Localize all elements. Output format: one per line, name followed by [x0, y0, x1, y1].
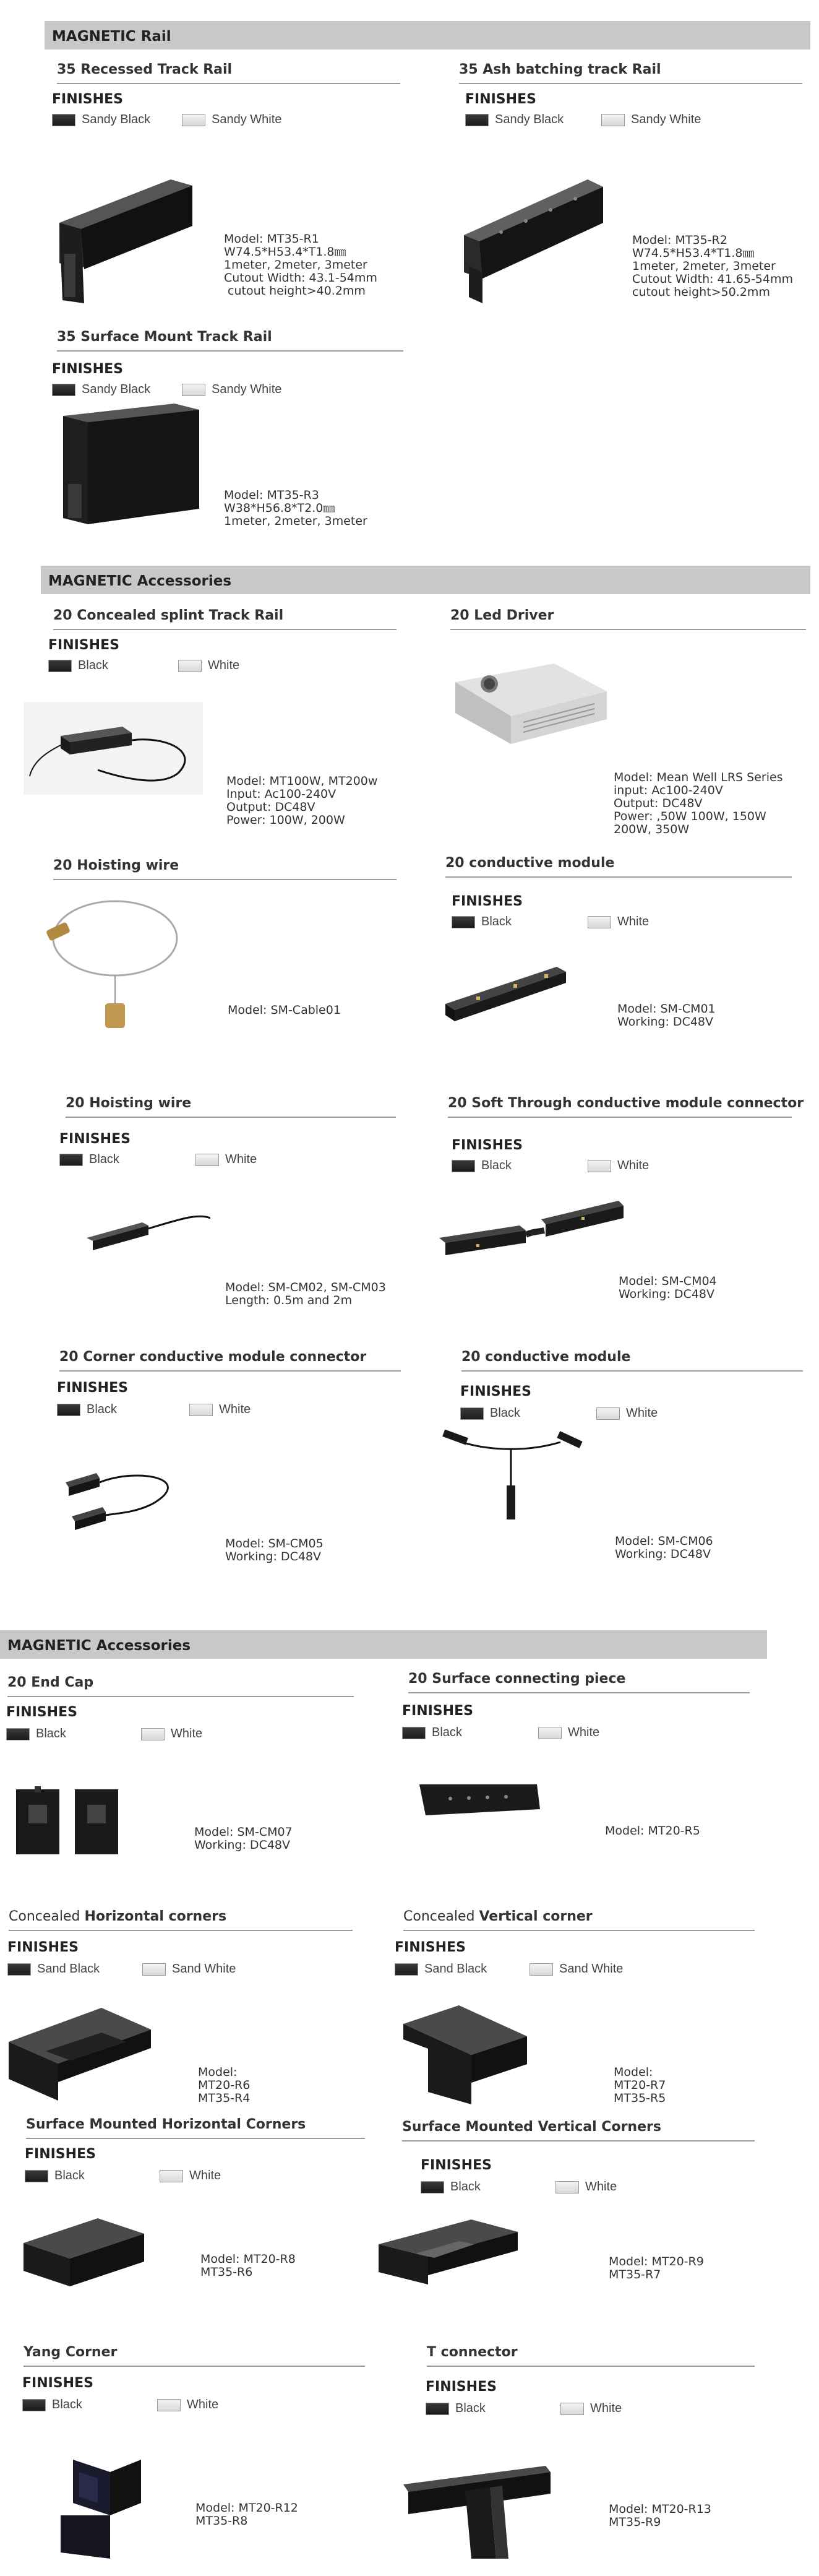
product-specs: Model: SM-CM01 Working: DC48V: [617, 1002, 716, 1029]
title-divider: [427, 2366, 755, 2367]
product-title: 35 Ash batching track Rail: [459, 62, 661, 77]
finish-label: White: [585, 2180, 617, 2193]
finish-label: Black: [481, 915, 512, 928]
title-divider: [53, 879, 397, 880]
product-specs: Model: MT20-R6 MT35-R4: [198, 2065, 251, 2105]
title-divider: [402, 2140, 755, 2142]
finish-option-light: [178, 659, 239, 673]
finish-option-light: [141, 1727, 202, 1741]
product-end-cap: [7, 1675, 360, 1879]
finish-option-light: [142, 1962, 236, 1976]
swatch-light: [182, 384, 205, 396]
section-header-magnetic-accessories-2: [0, 1630, 767, 1659]
swatch-dark: [421, 2181, 444, 2193]
product-specs: Model: MT20-R12 MT35-R8: [195, 2501, 298, 2528]
product-ash-batching-track-rail: [459, 62, 805, 322]
product-title: [9, 1909, 226, 1924]
product-specs: Model: MT20-R8 MT35-R6: [200, 2252, 296, 2279]
swatch-dark: [460, 1407, 484, 1420]
finish-option-light: [596, 1406, 658, 1420]
finish-label: Black: [432, 1726, 462, 1739]
finish-option-light: [182, 113, 281, 127]
hoisting-wire-image: [41, 889, 183, 1031]
product-surface-mount-track-rail: [52, 329, 403, 540]
product-hoisting-wire-module: [59, 1096, 400, 1307]
title-main: Vertical corner: [479, 1909, 593, 1924]
title-divider: [24, 2366, 365, 2367]
swatch-light: [588, 1160, 611, 1172]
end-cap-image: [16, 1786, 121, 1857]
finish-label: Black: [78, 659, 108, 672]
swatch-light: [160, 2170, 183, 2182]
swatch-light: [182, 114, 205, 126]
product-title: 20 Hoisting wire: [66, 1096, 192, 1111]
finishes-label: FINISHES: [52, 361, 123, 377]
swatch-light: [142, 1963, 166, 1976]
finish-option-dark: [6, 1727, 66, 1741]
title-divider: [57, 350, 403, 352]
section-header-magnetic-accessories: [41, 566, 810, 594]
product-specs: Model: MT100W, MT200w Input: Ac100-240V Output: DC48V Power: 100W, 200W: [226, 774, 378, 827]
finishes-label: FINISHES: [25, 2146, 96, 2162]
product-recessed-track-rail: [52, 62, 403, 322]
connecting-piece-image: [419, 1781, 543, 1818]
finish-option-dark: [52, 383, 150, 397]
finish-label: Black: [36, 1727, 66, 1740]
product-specs: Model: MT35-R1 W74.5*H53.4*T1.8㎜ 1meter, 2meter, 3meter Cutout Width: 43.1-54mm cutout height>40.2mm: [224, 232, 377, 298]
surface-rail-image: [63, 404, 202, 527]
finishes-label: FINISHES: [465, 92, 536, 107]
swatch-dark: [57, 1404, 80, 1416]
finish-option-light: [560, 2401, 622, 2416]
finishes-label: FINISHES: [395, 1940, 466, 1955]
finishes-label: FINISHES: [452, 1138, 523, 1153]
title-divider: [448, 1117, 792, 1118]
title-main: Horizontal corners: [84, 1909, 227, 1924]
product-concealed-splint-track-rail: [48, 608, 400, 837]
title-divider: [403, 1930, 755, 1931]
finishes-label: FINISHES: [426, 2379, 497, 2395]
finish-label: White: [171, 1727, 203, 1740]
ash-batching-rail-image: [458, 179, 606, 303]
product-title: 20 Surface connecting piece: [408, 1671, 626, 1687]
swatch-light: [596, 1407, 620, 1420]
finish-option-dark: [7, 1962, 100, 1976]
title-prefix: Concealed: [9, 1909, 85, 1924]
swatch-dark: [465, 114, 489, 126]
finish-option-light: [195, 1152, 257, 1167]
finish-option-dark: [460, 1406, 520, 1420]
title-divider: [445, 876, 792, 878]
finishes-label: FINISHES: [48, 638, 119, 653]
swatch-dark: [426, 2403, 449, 2415]
surface-horizontal-corner-image: [24, 2218, 147, 2289]
finish-option-light: [530, 1962, 623, 1976]
finishes-label: FINISHES: [57, 1380, 128, 1396]
horizontal-corner-image: [9, 2008, 151, 2101]
conductive-module-image: [445, 967, 569, 1022]
product-specs: Model: MT20-R5: [605, 1824, 700, 1838]
product-specs: Model: MT35-R3 W38*H56.8*T2.0㎜ 1meter, 2meter, 3meter: [224, 488, 367, 528]
product-yang-corner: [24, 2345, 370, 2561]
product-title: 20 Corner conductive module connector: [59, 1349, 367, 1365]
finish-label: Sandy Black: [82, 113, 151, 126]
finishes-label: FINISHES: [7, 1940, 79, 1955]
product-surface-vertical-corners: [402, 2119, 755, 2305]
finish-label: White: [208, 659, 240, 672]
finish-option-light: [555, 2180, 617, 2194]
product-title: T connector: [427, 2345, 518, 2360]
finish-label: White: [568, 1726, 600, 1739]
product-title: Yang Corner: [24, 2345, 118, 2360]
finishes-label: FINISHES: [22, 2375, 93, 2391]
product-conductive-module: [445, 855, 804, 1047]
swatch-light: [555, 2181, 579, 2193]
finish-label: White: [187, 2398, 219, 2411]
swatch-light: [157, 2399, 181, 2411]
finish-label: Sandy White: [212, 113, 282, 126]
finish-option-light: [189, 1403, 251, 1417]
title-divider: [9, 1930, 353, 1931]
swatch-light: [530, 1963, 553, 1976]
finishes-label: FINISHES: [402, 1703, 473, 1719]
title-prefix: Concealed: [403, 1909, 479, 1924]
product-led-driver: [450, 608, 809, 837]
swatch-dark: [25, 2170, 48, 2182]
finish-label: White: [590, 2401, 622, 2415]
finish-label: White: [617, 915, 650, 928]
product-title: 20 Hoisting wire: [53, 858, 179, 873]
swatch-light: [601, 114, 625, 126]
product-title: 20 conductive module: [461, 1349, 631, 1365]
splint-rail-image: [24, 702, 203, 795]
finish-option-dark: [48, 659, 108, 673]
finish-label: White: [225, 1152, 257, 1166]
finish-label: White: [219, 1403, 251, 1416]
section-title: MAGNETIC Rail: [52, 28, 171, 45]
product-title: 35 Recessed Track Rail: [57, 62, 233, 77]
finish-option-dark: [452, 1159, 512, 1173]
led-driver-image: [455, 663, 610, 750]
finish-option-dark: [57, 1403, 117, 1417]
t-connector-image: [403, 2466, 552, 2559]
finish-option-light: [588, 1159, 649, 1173]
finish-option-dark: [402, 1726, 462, 1740]
finish-option-dark: [426, 2401, 486, 2416]
product-specs: Model: MT35-R2 W74.5*H53.4*T1.8㎜ 1meter, 2meter, 3meter Cutout Width: 41.65-54mm cutout height>50.2mm: [632, 233, 793, 299]
finish-option-light: [182, 383, 281, 397]
corner-connector-image: [59, 1454, 189, 1535]
yang-corner-image: [61, 2460, 147, 2559]
finishes-label: FINISHES: [452, 894, 523, 909]
product-title: 20 Concealed splint Track Rail: [53, 608, 284, 623]
product-title: 35 Surface Mount Track Rail: [57, 329, 272, 345]
swatch-light: [560, 2403, 584, 2415]
product-specs: Model: MT20-R13 MT35-R9: [609, 2502, 711, 2529]
swatch-light: [195, 1154, 219, 1166]
product-title: 20 Soft Through conductive module connector: [448, 1096, 804, 1111]
finish-label: White: [617, 1159, 650, 1172]
finish-label: Sandy Black: [82, 383, 151, 396]
product-specs: Model: SM-CM02, SM-CM03 Length: 0.5m and 2m: [225, 1281, 386, 1307]
product-title: Surface Mounted Horizontal Corners: [26, 2117, 306, 2132]
product-title: [403, 1909, 593, 1924]
finish-label: White: [189, 2169, 221, 2182]
title-divider: [459, 83, 802, 84]
finish-option-dark: [52, 113, 150, 127]
section-header-magnetic-rail: [45, 21, 810, 50]
product-t-connector: [427, 2345, 761, 2561]
finish-option-dark: [395, 1962, 487, 1976]
finish-option-light: [157, 2398, 218, 2412]
finish-option-dark: [25, 2169, 85, 2183]
product-specs: Model: SM-Cable01: [228, 1003, 341, 1017]
product-specs: Model: Mean Well LRS Series input: Ac100-240V Output: DC48V Power: ,50W 100W, 150W 200W, 350W: [614, 771, 783, 836]
t-module-image: [437, 1430, 591, 1535]
title-divider: [26, 2138, 365, 2139]
product-concealed-vertical-corner: [395, 1909, 756, 2119]
product-specs: Model: MT20-R7 MT35-R5: [614, 2065, 666, 2105]
title-divider: [408, 1692, 750, 1693]
title-divider: [7, 1696, 354, 1697]
swatch-dark: [7, 1963, 31, 1976]
product-specs: Model: SM-CM07 Working: DC48V: [194, 1825, 293, 1852]
product-specs: Model: SM-CM04 Working: DC48V: [619, 1274, 717, 1301]
vertical-corner-image: [403, 2005, 533, 2104]
swatch-dark: [6, 1728, 30, 1740]
section-title: MAGNETIC Accessories: [48, 573, 232, 589]
product-specs: Model: MT20-R9 MT35-R7: [609, 2255, 704, 2281]
finish-label: Sandy Black: [495, 113, 564, 126]
swatch-dark: [402, 1727, 426, 1739]
finish-label: Sand White: [559, 1962, 624, 1976]
finish-option-dark: [465, 113, 564, 127]
swatch-dark: [59, 1154, 83, 1166]
title-divider: [53, 629, 397, 630]
swatch-light: [141, 1728, 165, 1740]
product-title: 20 End Cap: [7, 1675, 94, 1690]
finishes-label: FINISHES: [421, 2158, 492, 2173]
title-divider: [57, 83, 400, 84]
finish-option-light: [601, 113, 701, 127]
title-divider: [461, 1370, 803, 1372]
swatch-dark: [452, 1160, 475, 1172]
finish-option-dark: [452, 915, 512, 929]
finish-label: Sandy White: [631, 113, 701, 126]
finishes-label: FINISHES: [460, 1384, 531, 1399]
product-concealed-horizontal-corners: [9, 1909, 361, 2119]
finishes-label: FINISHES: [59, 1131, 131, 1147]
finish-label: Black: [490, 1406, 520, 1420]
swatch-light: [189, 1404, 213, 1416]
finish-option-light: [160, 2169, 221, 2183]
product-corner-conductive-connector: [59, 1349, 406, 1572]
finish-option-dark: [421, 2180, 481, 2194]
product-conductive-module-t: [461, 1349, 808, 1572]
swatch-dark: [22, 2399, 46, 2411]
swatch-light: [538, 1727, 562, 1739]
surface-vertical-corner-image: [379, 2219, 521, 2288]
finish-label: Sand Black: [424, 1962, 487, 1976]
swatch-light: [588, 916, 611, 928]
soft-connector-image: [439, 1195, 625, 1263]
finish-label: Black: [455, 2401, 486, 2415]
finish-option-dark: [22, 2398, 82, 2412]
product-soft-through-connector: [448, 1096, 813, 1306]
recessed-rail-image: [47, 179, 202, 306]
product-surface-connecting-piece: [402, 1671, 755, 1875]
title-divider: [59, 1370, 401, 1372]
swatch-dark: [452, 916, 475, 928]
title-divider: [450, 629, 806, 630]
finish-option-light: [588, 915, 649, 929]
finishes-label: FINISHES: [52, 92, 123, 107]
finish-label: Black: [52, 2398, 82, 2411]
swatch-dark: [52, 384, 75, 396]
finish-label: Black: [54, 2169, 85, 2182]
swatch-dark: [52, 114, 75, 126]
swatch-dark: [395, 1963, 418, 1976]
swatch-dark: [48, 660, 72, 672]
finish-label: Sandy White: [212, 383, 282, 396]
finish-option-light: [538, 1726, 599, 1740]
product-title: 20 Led Driver: [450, 608, 554, 623]
finish-label: White: [626, 1406, 658, 1420]
product-surface-horizontal-corners: [26, 2117, 372, 2302]
section-title: MAGNETIC Accessories: [7, 1638, 191, 1654]
swatch-light: [178, 660, 202, 672]
title-divider: [66, 1117, 396, 1118]
product-specs: Model: SM-CM05 Working: DC48V: [225, 1537, 324, 1563]
product-title: 20 conductive module: [445, 855, 615, 871]
product-title: Surface Mounted Vertical Corners: [402, 2119, 661, 2135]
finish-label: Black: [450, 2180, 481, 2193]
product-hoisting-wire: [53, 858, 400, 1044]
module-cable-image: [87, 1201, 210, 1263]
finishes-label: FINISHES: [6, 1705, 77, 1720]
finish-label: Black: [87, 1403, 117, 1416]
finish-label: Sand White: [172, 1962, 236, 1976]
finish-label: Black: [481, 1159, 512, 1172]
finish-label: Black: [89, 1152, 119, 1166]
finish-option-dark: [59, 1152, 119, 1167]
finish-label: Sand Black: [37, 1962, 100, 1976]
product-specs: Model: SM-CM06 Working: DC48V: [615, 1534, 713, 1561]
